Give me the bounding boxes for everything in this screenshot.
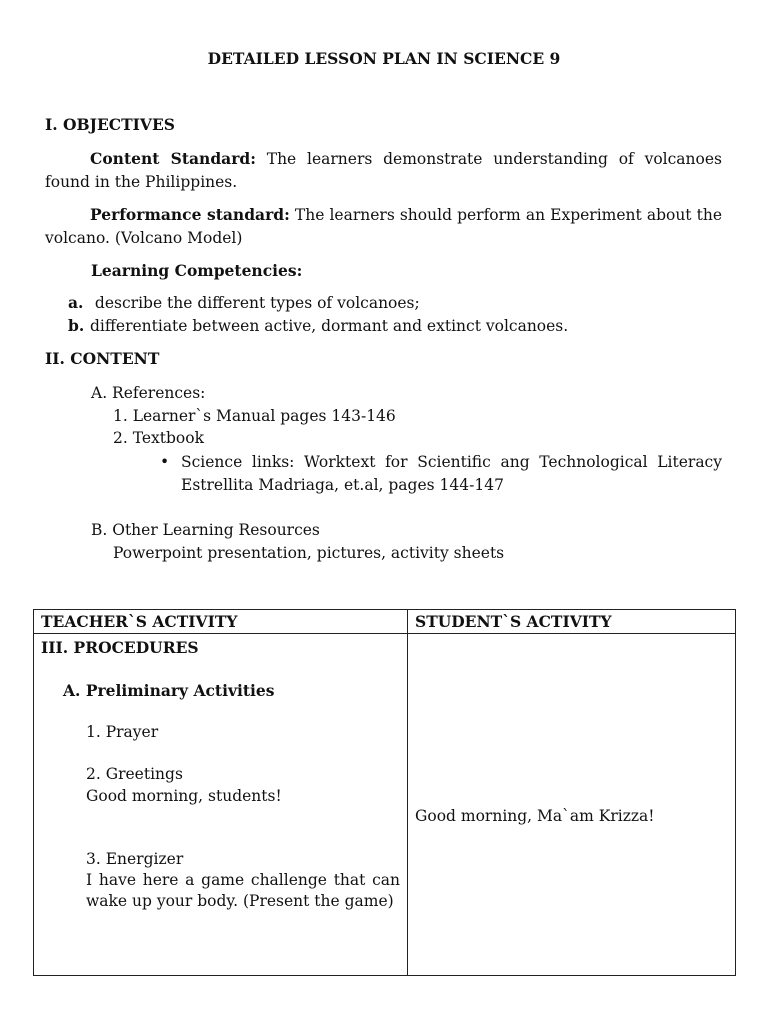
student-activity-cell — [408, 634, 736, 976]
performance-standard-text: The learners should perform an Experiment about the volcano. (Volcano Model) — [45, 206, 722, 247]
student-activity-header: STUDENT`S ACTIVITY — [408, 610, 736, 634]
reference-item: 2. Textbook — [113, 429, 204, 447]
prayer-step: 1. Prayer — [86, 723, 159, 741]
competency-marker: a. — [68, 293, 84, 312]
competency-item — [68, 291, 728, 315]
content-heading: II. CONTENT — [45, 349, 160, 368]
procedures-table — [33, 609, 736, 976]
teacher-activity-cell — [34, 634, 408, 976]
table-header-row — [34, 610, 736, 634]
competencies-label: Learning Competencies: — [91, 261, 303, 280]
preliminary-activities: A. Preliminary Activities — [63, 681, 275, 700]
objectives-heading: I. OBJECTIVES — [45, 115, 175, 134]
performance-standard-label: Performance standard: — [90, 205, 290, 224]
performance-standard — [45, 203, 722, 250]
energizer-text: I have here a game challenge that can wake up your body. (Present the game) — [86, 871, 400, 910]
competency-item — [68, 314, 728, 338]
science-links-reference: Science links: Worktext for Scientific ang Technological Literacy Estrellita Madriaga, et.al, pages 144-147 — [181, 453, 722, 494]
student-greeting: Good morning, Ma`am Krizza! — [415, 807, 655, 825]
content-standard-label: Content Standard: — [90, 149, 256, 168]
procedures-heading: III. PROCEDURES — [41, 638, 199, 657]
greeting-text: Good morning, students! — [86, 787, 282, 805]
content-standard-text: The learners demonstrate understanding of volcanoes found in the Philippines. — [45, 150, 722, 191]
bullet-icon: • — [160, 453, 170, 471]
other-resources-text: Powerpoint presentation, pictures, activity sheets — [113, 544, 505, 562]
greetings-step: 2. Greetings — [86, 765, 183, 783]
teacher-activity-header: TEACHER`S ACTIVITY — [34, 610, 408, 634]
page-title: DETAILED LESSON PLAN IN SCIENCE 9 — [207, 49, 561, 68]
reference-item: 1. Learner`s Manual pages 143-146 — [113, 407, 396, 425]
competency-text: describe the different types of volcanoes; — [90, 294, 420, 312]
competency-marker: b. — [68, 316, 85, 335]
energizer-step: 3. Energizer — [86, 850, 184, 868]
competency-text: differentiate between active, dormant and extinct volcanoes. — [90, 317, 569, 335]
other-resources-label: B. Other Learning Resources — [91, 521, 320, 539]
content-standard — [45, 147, 722, 194]
table-row — [34, 634, 736, 976]
references-label: A. References: — [91, 384, 206, 402]
